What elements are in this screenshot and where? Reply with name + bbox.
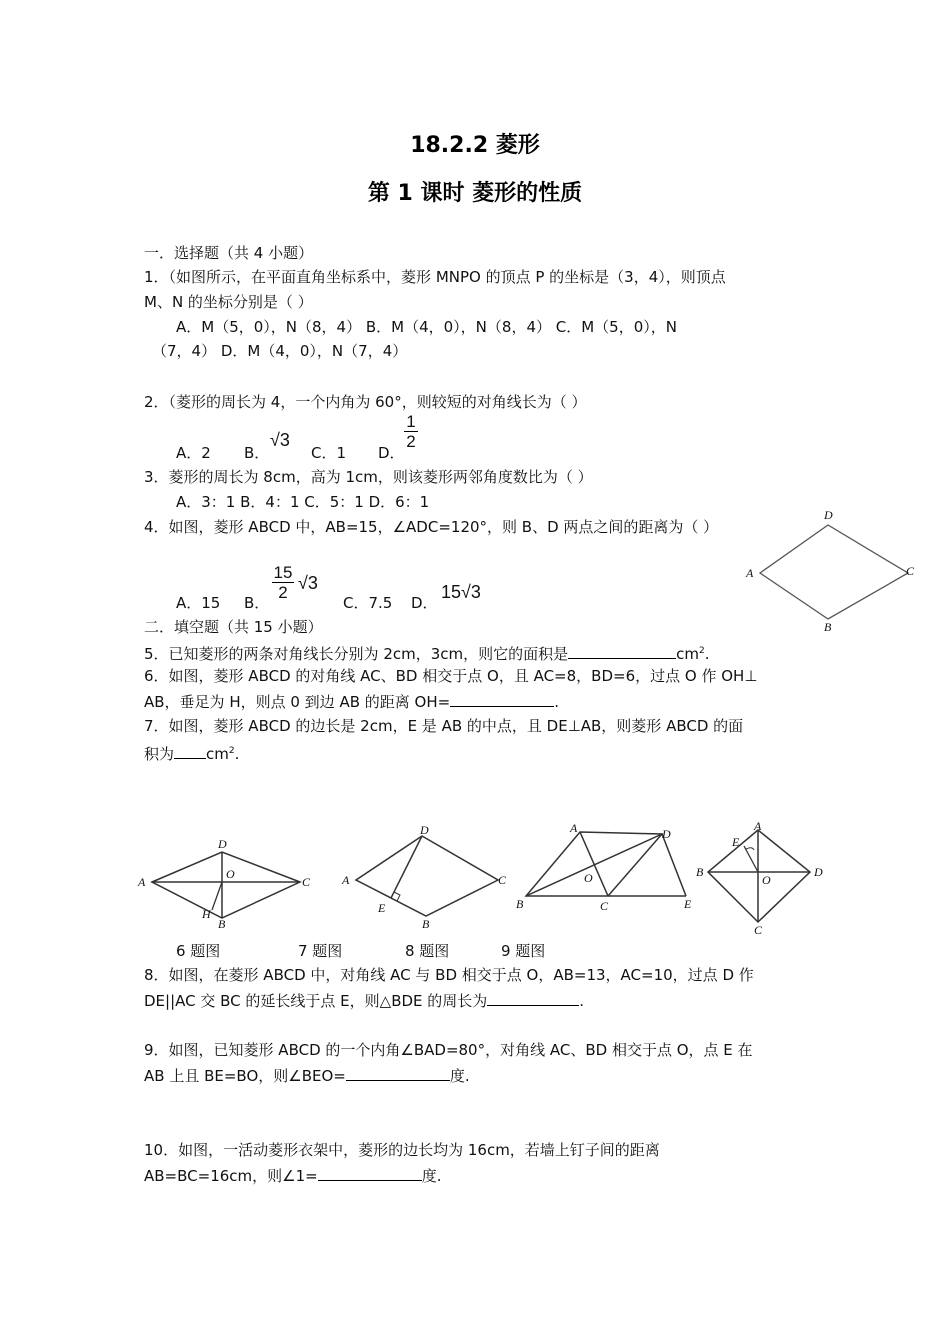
segment-oh — [212, 882, 222, 910]
caption-fig-8: 8 题图 — [405, 942, 450, 960]
fig9-label-b: B — [696, 865, 704, 879]
question-2-option-b: B． — [244, 444, 270, 462]
answer-blank-q10[interactable] — [318, 1164, 422, 1181]
fig4-label-a: A — [746, 566, 754, 580]
answer-blank-q7[interactable] — [174, 742, 206, 759]
question-2-option-c: C．1 — [311, 444, 347, 462]
question-10-text: AB=BC=16cm，则∠1= — [144, 1167, 318, 1185]
question-6-text: AB，垂足为 H，则点 0 到边 AB 的距离 OH= — [144, 693, 451, 711]
fig7-label-c: C — [498, 873, 507, 887]
question-9-text: AB 上且 BE=BO，则∠BEO= — [144, 1067, 346, 1085]
diagonal-bd — [526, 834, 662, 896]
question-1-line-2: M、N 的坐标分别是（ ） — [144, 293, 313, 311]
fig6-label-a: A — [138, 875, 146, 889]
question-7-end: . — [234, 745, 240, 763]
question-4-option-a: A．15 — [176, 594, 221, 612]
fig6-label-h: H — [202, 907, 211, 921]
question-4-option-d-value: 15√3 — [441, 582, 481, 602]
question-8-line-1: 8．如图，在菱形 ABCD 中，对角线 AC 与 BD 相交于点 O，AB=13，AC=10，过点 D 作 — [144, 966, 754, 984]
fig4-label-c: C — [906, 564, 915, 578]
question-4-option-b-fraction — [272, 564, 294, 601]
fig6-label-d: D — [218, 837, 227, 851]
fig9-label-o: O — [762, 873, 771, 887]
caption-fig-7: 7 题图 — [298, 942, 343, 960]
segment-de — [391, 836, 422, 898]
question-7-line-1: 7．如图，菱形 ABCD 的边长是 2cm，E 是 AB 的中点，且 DE⊥AB，则菱形 ABCD 的面 — [144, 717, 744, 735]
question-2-option-d: D． — [378, 444, 405, 462]
fig8-label-a: A — [570, 821, 578, 835]
question-3-stem: 3．菱形的周长为 8cm，高为 1cm，则该菱形两邻角度数比为（ ） — [144, 468, 593, 486]
question-2-option-b-sqrt: √3 — [270, 430, 290, 450]
fig8-label-c: C — [600, 899, 609, 913]
fraction-denominator: 2 — [278, 583, 288, 602]
question-6-line-2 — [144, 690, 559, 713]
question-2-option-a: A．2 — [176, 444, 211, 462]
section-heading-choice: 一．选择题（共 4 小题） — [144, 244, 314, 262]
question-5 — [144, 640, 710, 665]
fig8-label-b: B — [516, 897, 524, 911]
fig9-label-c: C — [754, 923, 763, 937]
question-8-line-2 — [144, 989, 584, 1012]
page-subtitle: 第 1 课时 菱形的性质 — [367, 181, 583, 206]
question-5-text: 5．已知菱形的两条对角线长分别为 2cm，3cm，则它的面积是 — [144, 645, 569, 663]
question-9-line-2 — [144, 1064, 470, 1087]
fig7-label-b: B — [422, 917, 430, 930]
figure-q6-rhombus — [134, 834, 320, 930]
question-7-unit-exponent: 2 — [228, 746, 235, 756]
question-7-unit: cm — [206, 745, 229, 763]
question-2-option-d-fraction — [404, 413, 418, 450]
section-heading-fill: 二．填空题（共 15 小题） — [144, 618, 323, 636]
answer-blank-q6[interactable] — [450, 690, 554, 707]
figure-q8-rhombus — [512, 818, 702, 914]
angle-mark — [746, 848, 754, 850]
question-6-line-1: 6．如图，菱形 ABCD 的对角线 AC、BD 相交于点 O，且 AC=8，BD=6，过点 O 作 OH⊥ — [144, 667, 758, 685]
fraction-numerator: 1 — [406, 412, 416, 431]
question-8-end: . — [579, 992, 585, 1010]
segment-de — [662, 834, 686, 896]
question-8-text: DE||AC 交 BC 的延长线于点 E，则△BDE 的周长为 — [144, 992, 488, 1010]
fig9-label-d: D — [814, 865, 823, 879]
fig6-label-o: O — [226, 867, 235, 881]
segment-eo — [744, 846, 758, 872]
fraction-numerator: 15 — [273, 563, 293, 582]
question-4-option-c: C．7.5 — [343, 594, 393, 612]
question-4-option-b-sqrt: √3 — [298, 573, 318, 593]
question-3-options: A．3：1 B．4：1 C．5：1 D．6：1 — [176, 493, 430, 511]
fig6-label-b: B — [218, 917, 226, 930]
question-1-line-1: 1．（如图所示，在平面直角坐标系中，菱形 MNPO 的顶点 P 的坐标是（3，4），则顶点 — [144, 268, 726, 286]
answer-blank-q8[interactable] — [487, 989, 579, 1006]
question-2-stem: 2．（菱形的周长为 4，一个内角为 60°，则较短的对角线长为（ ） — [144, 393, 587, 411]
fig8-label-d: D — [662, 827, 671, 841]
figure-q4-rhombus — [740, 505, 920, 635]
question-1-options-2: （7，4） D．M（4，0），N（7，4） — [152, 342, 408, 360]
fig6-label-c: C — [302, 875, 311, 889]
question-5-unit: cm — [676, 645, 699, 663]
answer-blank-q5[interactable] — [568, 642, 676, 659]
caption-fig-9: 9 题图 — [501, 942, 546, 960]
question-10-end: 度. — [421, 1167, 442, 1185]
caption-fig-6: 6 题图 — [176, 942, 221, 960]
page-title: 18.2.2 菱形 — [410, 133, 540, 158]
question-4-option-b: B． — [244, 594, 270, 612]
rhombus-abcd — [152, 852, 300, 918]
question-9-end: 度. — [449, 1067, 470, 1085]
diagonal-ac — [580, 832, 608, 896]
fig8-label-e: E — [684, 897, 692, 911]
question-7-line-2 — [144, 740, 239, 765]
question-5-unit-exponent: 2 — [698, 646, 705, 656]
rhombus-abcd — [708, 830, 810, 922]
answer-blank-q9[interactable] — [346, 1064, 450, 1081]
question-1-options-1: A．M（5，0），N（8，4） B．M（4，0），N（8，4） C．M（5，0），N — [176, 318, 677, 336]
question-7-text: 积为 — [144, 745, 175, 763]
fig9-label-a: A — [754, 819, 762, 833]
question-10-line-2 — [144, 1164, 441, 1187]
fig9-label-e: E — [732, 835, 740, 849]
fig7-label-e: E — [378, 901, 386, 915]
question-10-line-1: 10．如图，一活动菱形衣架中，菱形的边长均为 16cm，若墙上钉子间的距离 — [144, 1141, 660, 1159]
question-5-end: . — [704, 645, 710, 663]
fig8-label-o: O — [584, 871, 593, 885]
rhombus-abcd — [760, 525, 908, 619]
question-6-end: . — [554, 693, 559, 711]
question-9-line-1: 9．如图，已知菱形 ABCD 的一个内角∠BAD=80°，对角线 AC、BD 相交于点 O，点 E 在 — [144, 1041, 753, 1059]
fig7-label-d: D — [420, 823, 429, 837]
question-4-stem: 4．如图，菱形 ABCD 中，AB=15，∠ADC=120°，则 B、D 两点之间的距离为（ ） — [144, 518, 719, 536]
fraction-denominator: 2 — [406, 432, 416, 451]
fig4-label-b: B — [824, 620, 832, 634]
fig4-label-d: D — [824, 508, 833, 522]
figure-q7-rhombus — [336, 820, 516, 930]
figure-q9-rhombus — [694, 818, 834, 938]
fig7-label-a: A — [342, 873, 350, 887]
question-4-option-d: D． — [411, 594, 438, 612]
